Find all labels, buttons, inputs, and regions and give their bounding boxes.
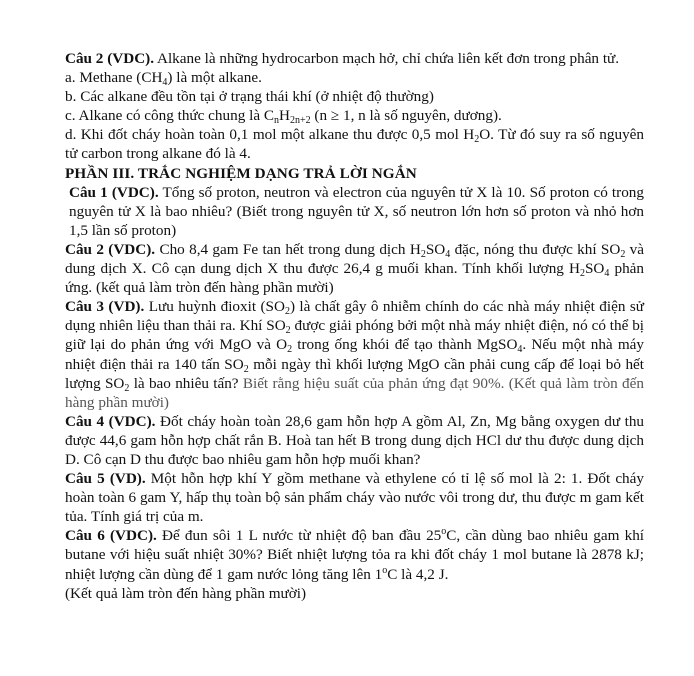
question-stem: Alkane là những hydrocarbon mạch hở, chỉ chứa liên kết đơn trong phân tử. [156, 50, 620, 67]
question-text: Một hỗn hợp khí Y gồm methane và ethylene có tỉ lệ số mol là 2: 1. Đốt cháy hoàn toàn 6 gam Y, hấp thụ toàn bộ sản phẩm cháy vào nước vôi trong dư, thu được m gam kết tủa. Tính giá trị của m. [65, 470, 644, 526]
section-title: PHẦN III. TRẮC NGHIỆM DẠNG TRẢ LỜI NGẮN [65, 164, 417, 182]
question-4 [65, 412, 644, 469]
question-label: Câu 5 (VD). [65, 470, 146, 488]
statement-b: b. Các alkane đều tồn tại ở trạng thái khí (ở nhiệt độ thường) [65, 88, 434, 106]
question-5 [65, 469, 644, 526]
question-label: Câu 6 (VDC). [65, 527, 157, 545]
question-label: Câu 4 (VDC). [65, 412, 156, 430]
question-text: Tổng số proton, neutron và electron của nguyên tử X là 10. Số proton có trong nguyên tử X là bao nhiêu? (Biết trong nguyên tử X, số neutron lớn hơn số proton và nhỏ hơn 1,5 lần số proton) [69, 183, 644, 239]
statement-a: a. Methane $(CH_4)$ là một alkane. [65, 69, 262, 89]
question-2: Câu 2 (VDC). Cho 8,4 gam Fe tan hết trong dung dịch $H_2SO_4$ đặc, nóng thu được khí $SO_2$ và dung dịch X. Cô cạn dung dịch X thu được 26,4 g muối khan. Tính khối lượng $H_2SO_4$ phản ứng. (kết quả làm tròn đến hàng phần mười) [65, 240, 645, 297]
faded-note: Biết rằng hiệu suất của phản ứng đạt 90%. (Kết quả làm tròn đến hàng phần mười) [65, 374, 644, 411]
question-label: Câu 1 (VDC). [69, 183, 159, 201]
question-label: Câu 3 (VD). [65, 298, 145, 316]
question-text: Đốt cháy hoàn toàn 28,6 gam hỗn hợp A gồm Al, Zn, Mg bằng oxygen dư thu được 44,6 gam hỗn hợp chất rắn B. Hoà tan hết B trong dung dịch HCl dư thu được dung dịch D. Cô cạn D thu được bao nhiêu gam hỗn hợp muối khan? [65, 412, 645, 468]
question-3: Câu 3 (VD). Lưu huỳnh đioxit $(SO_2)$ là chất gây ô nhiễm chính do các nhà máy nhiệt điện sử dụng nhiên liệu than thải ra. Khí $SO_2$ được giải phóng bởi một nhà máy nhiệt điện, nó có thể bị giữ lại do phản ứng với MgO và $O_2$ trong ống khói để tạo thành MgSO$_4$. Nếu một nhà máy nhiệt điện thải ra 140 tấn $SO_2$ mỗi ngày thì khối lượng MgO cần phải cung cấp để loại bỏ hết lượng $SO_2$ là bao nhiêu tấn? Biết rằng hiệu suất của phản ứng đạt 90%. (Kết quả làm tròn đến hàng phần mười) [65, 298, 645, 411]
question-1 [65, 183, 644, 240]
question-2-prev [65, 49, 644, 68]
statement-d: d. Khi đốt cháy hoàn toàn 0,1 mol một alkane thu được 0,5 mol $H_2O$. Từ đó suy ra số nguyên tử carbon trong alkane đó là 4. [65, 126, 644, 163]
rounding-note: (Kết quả làm tròn đến hàng phần mười) [65, 584, 307, 602]
question-6: Câu 6 (VDC). Để đun sôi 1 L nước từ nhiệt độ ban đầu 25$^o$C, cần dùng bao nhiêu gam khí butane với hiệu suất nhiệt 30%? Biết nhiệt lượng tỏa ra khi đốt cháy 1 mol butane là 2878 kJ; nhiệt lượng cần dùng để 1 gam nước lỏng tăng lên 1$^o$C là 4,2 J. [65, 526, 645, 583]
statement-c: c. Alkane có công thức chung là $C_nH_{2n+2}$ (n ≥ 1, n là số nguyên, dương). [65, 107, 502, 127]
question-label: Câu 2 (VDC). [65, 240, 156, 258]
question-label: Câu 2 (VDC). [65, 50, 155, 67]
